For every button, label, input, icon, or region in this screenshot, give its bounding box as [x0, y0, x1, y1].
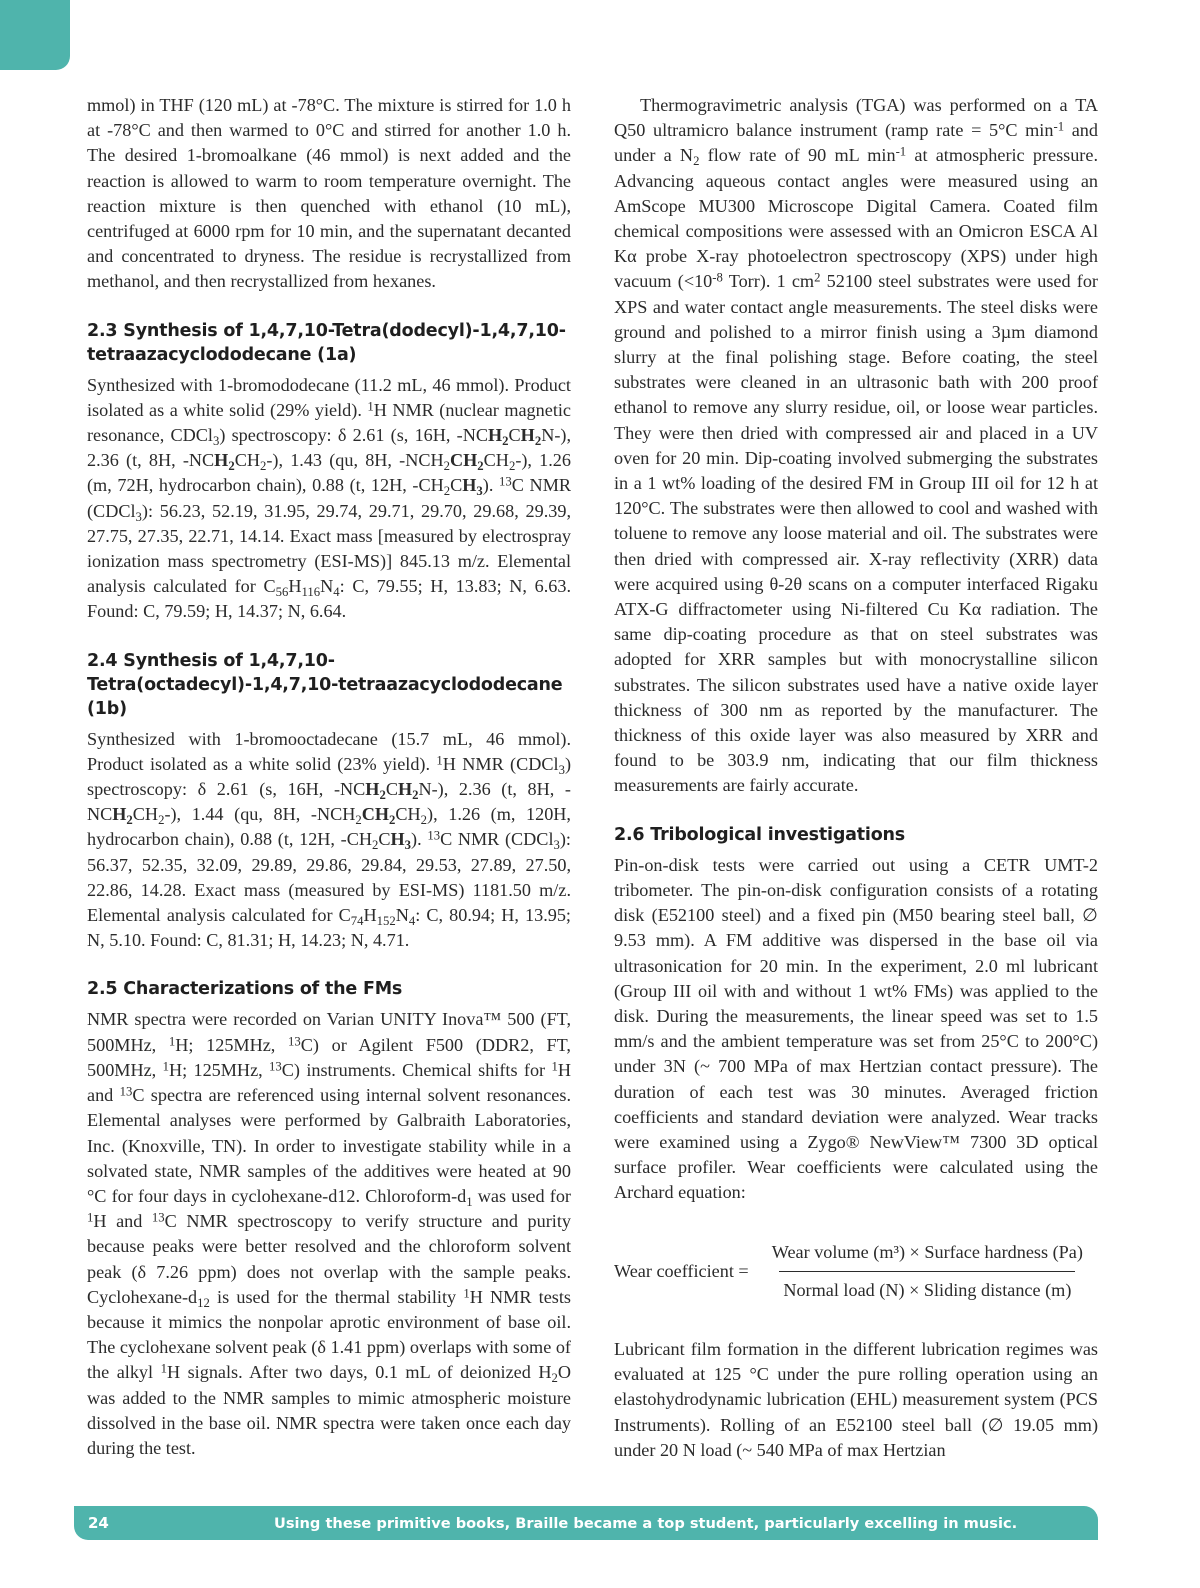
left-column: [87, 93, 571, 1461]
paragraph-characterization: NMR spectra were recorded on Varian UNITY Inova™ 500 (FT, 500MHz, $^1$H; 125MHz, $^{13}$C) or Agilent F500 (DDR2, FT, 500MHz, $^1$H; 125MHz, $^{13}$C) instruments. Chemical shifts for $^1$H and $^{13}$C spectra are referenced using internal solvent resonances. Elemental analyses were performed by Galbraith Laboratories, Inc. (Knoxville, TN). In order to investigate stability while in a solvated state, NMR samples of the additives were heated at 90 °C for four days in cyclohexane-d12. Chloroform-$d_1$ was used for $^1$H and $^{13}$C NMR spectroscopy to verify structure and purity because peaks were better resolved and the chloroform solvent peak (δ 7.26 ppm) does not overlap with the sample peaks. Cyclohexane-$d_{12}$ is used for the thermal stability $^1$H NMR tests because it mimics the nonpolar aprotic environment of base oil. The cyclohexane solvent peak (δ 1.41 ppm) overlaps with some of the alkyl $^1$H signals. After two days, 0.1 mL of deionized $H_2O$ was added to the NMR samples to mimic atmospheric moisture dissolved in the base oil. NMR spectra were taken once each day during the test.: [87, 1009, 572, 1458]
heading-2-5: 2.5 Characterizations of the FMs: [87, 979, 403, 1000]
page-number: 24: [88, 1514, 109, 1532]
paragraph-synthesis-1a: Synthesized with 1-bromododecane (11.2 mL, 46 mmol). Product isolated as a white solid (29% yield). $^1$H NMR (nuclear magnetic resonance, CDCl$_3$) spectroscopy: δ 2.61 (s, 16H, $-NCH_2CH_2N-$), 2.36 (t, 8H, $-NCH_2CH_2-$), 1.43 (qu, 8H, $-NCH_2CH_2CH_2-$), 1.26 (m, 72H, hydrocarbon chain), 0.88 (t, 12H, $-CH_2CH_3$). $^{13}$C NMR (CDCl$_3$): 56.23, 52.19, 31.95, 29.74, 29.71, 29.70, 29.68, 29.39, 27.75, 27.35, 22.71, 14.14. Exact mass [measured by electrospray ionization mass spectrometry (ESI-MS)] 845.13 m/z. Elemental analysis calculated for $C_{56}H_{116}N_4$: C, 79.55; H, 13.83; N, 6.63. Found: C, 79.59; H, 14.37; N, 6.64.: [87, 374, 571, 622]
equation-fraction: [757, 1240, 1098, 1303]
paragraph-ehl: Lubricant film formation in the different lubrication regimes was evaluated at 125 °C under the pure rolling operation using an elastohydrodynamic lubrication (EHL) measurement system (PCS Instruments). Rolling of an E52100 steel ball (∅ 19.05 mm) under 20 N load (~ 540 MPa of max Hertzian: [614, 1338, 1098, 1460]
paragraph-synthesis-1b: Synthesized with 1-bromooctadecane (15.7 mL, 46 mmol). Product isolated as a white solid (23% yield). $^1$H NMR (CDCl$_3$) spectroscopy: δ 2.61 (s, 16H, $-NCH_2CH_2N-$), 2.36 (t, 8H, $-NCH_2CH_2-$), 1.44 (qu, 8H, $-NCH_2CH_2CH_2$), 1.26 (m, 120H, hydrocarbon chain), 0.88 (t, 12H, $-CH_2CH_3$). $^{13}$C NMR (CDCl$_3$): 56.37, 52.35, 32.09, 29.89, 29.86, 29.84, 29.53, 27.89, 27.50, 22.86, 14.28. Exact mass (measured by ESI-MS) 1181.50 m/z. Elemental analysis calculated for $C_{74}H_{152}N_4$: C, 80.94; H, 13.95; N, 5.10. Found: C, 81.31; H, 14.23; N, 4.71.: [87, 728, 571, 951]
paragraph-tga-xps-xrr: Thermogravimetric analysis (TGA) was performed on a TA Q50 ultramicro balance instrument (ramp rate = 5°C $\min^{-1}$ and under a $N_2$ flow rate of 90 mL $\min^{-1}$ at atmospheric pressure. Advancing aqueous contact angles were measured using an AmScope MU300 Microscope Digital Camera. Coated film chemical compositions were assessed with an Omicron ESCA Al Kα probe X-ray photoelectron spectroscopy (XPS) under high vacuum ($<10^{-8}$ Torr). 1 $cm^2$ 52100 steel substrates were used for XPS and water contact angle measurements. The steel disks were ground and polished to a mirror finish using a 3µm diamond slurry at the final polishing stage. Before coating, the steel substrates were cleaned in an ultrasonic bath with 200 proof ethanol to remove any slurry residue, oil, or loose wear particles. They were then dried with compressed air and placed in a UV oven for 20 min. Dip-coating involved submerging the substrates in a 1 wt% loading of the desired FM in Group III oil for 12 h at 120°C. The substrates were then allowed to cool and washed with toluene to remove any loose material and oil. The substrates were then dried with compressed air. X-ray reflectivity (XRR) data were acquired using θ-2θ scans on a computer interfaced Rigaku ATX-G diffractometer using Ni-filtered Cu Kα radiation. The same dip-coating procedure as that on steel substrates was adopted for XRR samples but with monocrystalline silicon substrates. The silicon substrates used have a native oxide layer thickness of 300 nm as reported by the manufacturer. The thickness of this oxide layer was also measured by XRR and found to be 303.9 nm, indicating that our film thickness measurements are fairly accurate.: [614, 95, 1098, 796]
equation-numerator: Wear volume (m³) × Surface hardness (Pa): [771, 1241, 1083, 1262]
heading-2-6: 2.6 Tribological investigations: [614, 824, 906, 845]
footer-quote: Using these primitive books, Braille became a top student, particularly excelling in music.: [274, 1514, 1018, 1532]
paragraph-continuation: mmol) in THF (120 mL) at -78°C. The mixture is stirred for 1.0 h at -78°C and then warmed to 0°C and stirred for another 1.0 h. The desired 1-bromoalkane (46 mmol) is next added and the reaction is allowed to warm to room temperature overnight. The reaction mixture is then quenched with ethanol (10 mL), centrifuged at 6000 rpm for 10 min, and the supernatant decanted and concentrated to dryness. The residue is recrystallized from methanol, and then recrystallized from hexanes.: [87, 95, 571, 292]
page-footer: [74, 1506, 1098, 1540]
paragraph-tribology: Pin-on-disk tests were carried out using a CETR UMT-2 tribometer. The pin-on-disk configuration consists of a rotating disk (E52100 steel) and a fixed pin (M50 bearing steel ball, ∅ 9.53 mm). A FM additive was dispersed in the base oil via ultrasonication for 20 min. In the experiment, 2.0 ml lubricant (Group III oil with and without 1 wt% FMs) was applied to the disk. During the measurements, the linear speed was set to 1.5 mm/s and the ambient temperature was set from 25°C to 200°C) under 3N (~ 700 MPa of max Hertzian contact pressure). The duration of each test was 30 minutes. Averaged friction coefficients and standard deviation were analyzed. Wear tracks were examined using a Zygo® NewView™ 7300 3D optical surface profiler. Wear coefficients were calculated using the Archard equation:: [614, 854, 1098, 1203]
archard-equation: [614, 1240, 1098, 1303]
right-column: [614, 93, 1098, 1463]
heading-2-4: 2.4 Synthesis of 1,4,7,10-Tetra(octadecyl)-1,4,7,10-tetraazacyclododecane (1b): [87, 650, 563, 719]
equation-denominator: Normal load (N) × Sliding distance (m): [779, 1271, 1075, 1303]
heading-2-3: 2.3 Synthesis of 1,4,7,10-Tetra(dodecyl)-1,4,7,10-tetraazacyclododecane (1a): [87, 320, 566, 365]
equation-lhs: Wear coefficient =: [614, 1260, 749, 1281]
corner-tab: [0, 0, 70, 70]
